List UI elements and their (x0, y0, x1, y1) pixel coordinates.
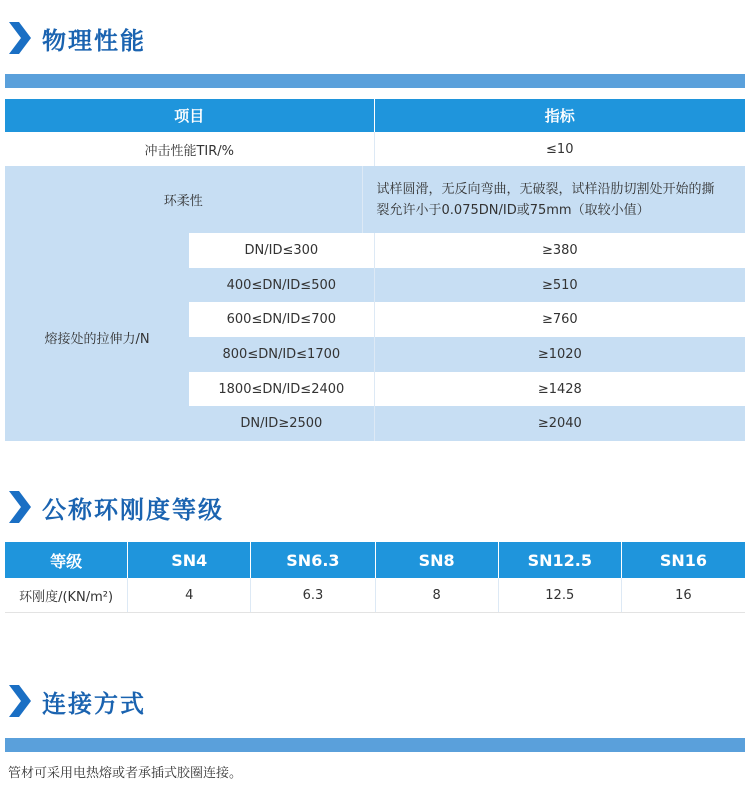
value-cell: ≥2040 (374, 406, 745, 441)
row-value (362, 166, 745, 233)
table-row (189, 302, 745, 337)
header-cell: SN6.3 (250, 542, 374, 578)
header-item: 项目 (174, 107, 205, 125)
row-label: 环刚度/(KN/m²) (19, 589, 114, 605)
value-cell: ≥1020 (374, 337, 745, 372)
condition-cell: DN/ID≤300 (244, 242, 319, 258)
value-cell: 4 (127, 578, 250, 612)
section-divider (5, 74, 745, 88)
tensile-group (5, 233, 745, 441)
table-row (189, 406, 745, 441)
table-row (5, 132, 745, 166)
section-heading-physical (6, 18, 146, 58)
row-item: 冲击性能TIR/% (144, 143, 235, 159)
condition-cell: 800≤DN/ID≤1700 (222, 346, 341, 362)
value-cell: ≥510 (374, 268, 745, 303)
section-heading-stiffness (6, 487, 224, 527)
table-row (189, 268, 745, 303)
table-row (5, 166, 745, 233)
table-row (189, 372, 745, 407)
connection-description: 管材可采用电热熔或者承插式胶圈连接。 (8, 766, 243, 781)
section-divider (5, 738, 745, 752)
section-title: 连接方式 (42, 689, 146, 718)
condition-cell: 1800≤DN/ID≤2400 (218, 381, 345, 397)
header-cell: 等级 (50, 551, 83, 571)
value-cell: ≥380 (374, 233, 745, 268)
group-label: 熔接处的拉伸力/N (44, 331, 150, 347)
table-row (5, 578, 745, 613)
row-value: ≤10 (374, 132, 746, 166)
section-title: 公称环刚度等级 (42, 495, 224, 524)
table-row (189, 337, 745, 372)
header-cell: SN4 (127, 542, 250, 578)
section-title: 物理性能 (42, 26, 146, 55)
chevron-right-icon (6, 683, 32, 719)
value-cell: ≥760 (374, 302, 745, 337)
condition-cell: 600≤DN/ID≤700 (226, 312, 337, 328)
group-rows (189, 233, 745, 441)
table-row (189, 233, 745, 268)
table-header (5, 99, 745, 132)
value-cell: 6.3 (250, 578, 374, 612)
value-cell: 8 (375, 578, 498, 612)
value-cell: ≥1428 (374, 372, 745, 407)
chevron-right-icon (6, 20, 32, 56)
header-indicator: 指标 (374, 99, 746, 132)
value-cell: 16 (621, 578, 745, 612)
condition-cell: DN/ID≥2500 (240, 416, 323, 432)
condition-cell: 400≤DN/ID≤500 (226, 277, 337, 293)
physical-properties-table (5, 99, 745, 441)
row-item: 环柔性 (163, 194, 203, 209)
section-heading-connection (6, 681, 146, 721)
stiffness-table (5, 542, 745, 613)
chevron-right-icon (6, 489, 32, 525)
table-header (5, 542, 745, 578)
header-cell: SN12.5 (498, 542, 621, 578)
row-value-line: 裂允许小于0.075DN/ID或75mm（取较小值） (376, 202, 650, 218)
row-value-line: 试样圆滑，无反向弯曲，无破裂，试样沿肋切割处开始的撕 (376, 181, 715, 197)
header-cell: SN8 (375, 542, 498, 578)
value-cell: 12.5 (498, 578, 621, 612)
header-cell: SN16 (621, 542, 745, 578)
